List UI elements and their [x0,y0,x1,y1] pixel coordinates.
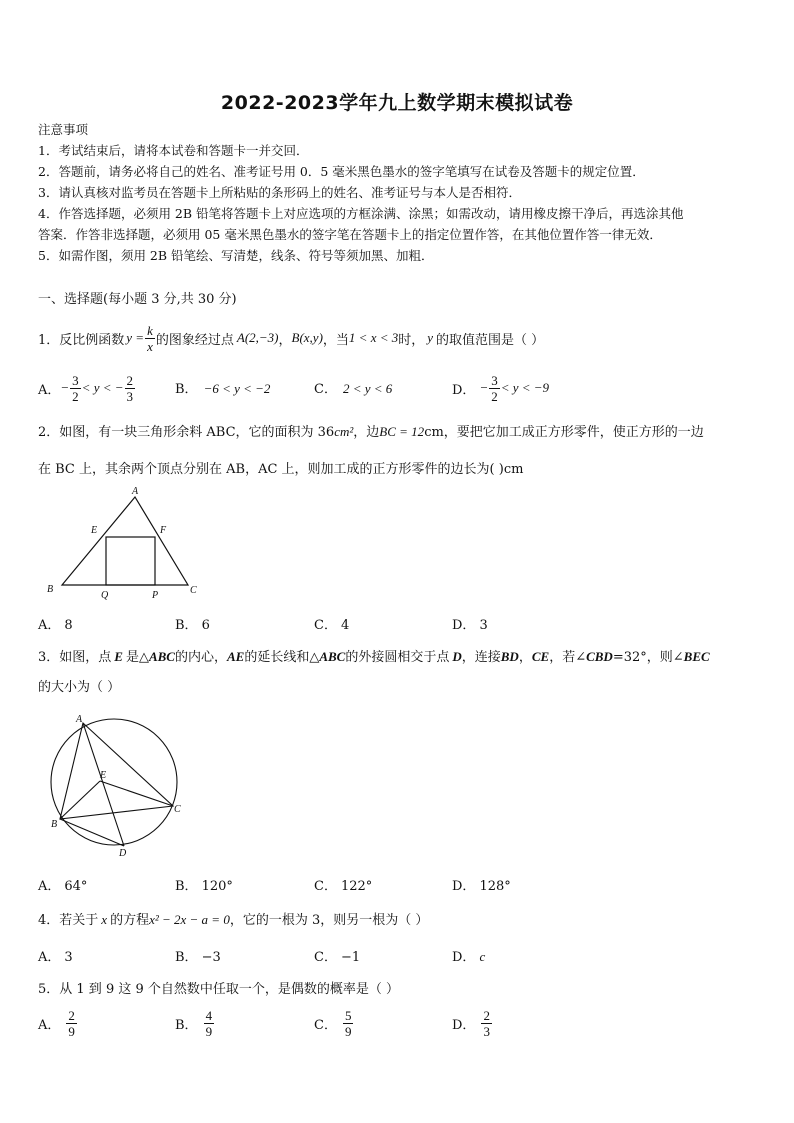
q1-text: ，当 [322,332,349,348]
question-2-line-2: 在 BC 上，其余两个顶点分别在 AB，AC 上，则加工成的正方形零件的边长为( )cm [38,462,524,477]
fraction-numerator: 2 [126,372,134,388]
fraction-numerator: 4 [205,1007,213,1023]
label-d: D [119,848,127,859]
notice-item: 5．如需作图，须用 2B 铅笔绘、写清楚，线条、符号等须加黑、加粗． [38,248,434,263]
segment-bd [60,819,124,846]
q1-option-b[interactable] [175,378,270,397]
q2-option-c[interactable] [314,614,349,633]
label-e: E [91,525,98,536]
option-label: C． [314,382,337,397]
q4-equation: x² − 2x − a = 0 [149,912,230,927]
q2-text: 2．如图，有一块三角形余料 ABC，它的面积为 36 [38,425,335,440]
option-label: A． [38,879,61,894]
option-fraction [70,374,81,403]
option-value: 64° [64,879,88,894]
option-inequality: < y < −9 [500,380,550,395]
triangle-abc [60,723,173,819]
q3-text: 的延长线和△ [244,650,320,665]
q5-option-b[interactable] [175,1002,215,1044]
label-c: C [174,804,181,815]
q2-option-b[interactable] [175,614,210,633]
option-value: −6 < y < −2 [203,381,271,396]
q4-option-c[interactable] [314,946,360,965]
fraction-denominator: x [147,338,153,354]
q3-text: 3．如图，点 [38,650,112,665]
q5-option-a[interactable] [38,1002,78,1044]
option-fraction [489,374,500,403]
option-value: 6 [201,618,210,633]
option-value: 128° [479,879,511,894]
label-p: P [152,590,159,601]
q1-option-c[interactable] [314,378,392,397]
option-value: c [479,949,486,964]
q3-circle-figure [40,710,200,865]
option-value: 3 [64,950,73,965]
segment-be [60,781,100,819]
label-e: E [100,770,107,781]
option-label: D． [452,382,476,398]
q3-text: 的内心， [174,650,227,665]
q3-point-d: D [452,649,462,664]
question-1 [38,318,544,358]
q3-segment-ce: CE [531,649,550,664]
option-label: B． [175,618,198,633]
q3-text: =32°，则∠ [612,650,684,665]
option-label: A． [38,618,61,633]
q3-segment-ae: AE [226,649,245,664]
option-value: 8 [64,618,73,633]
label-a: A [76,714,83,725]
question-2-line-1 [38,421,704,440]
q3-option-a[interactable] [38,875,87,894]
q2-unit: cm² [334,424,354,439]
option-label: B． [175,879,198,894]
label-a: A [132,486,139,497]
page-title: 2022-2023学年九上数学期末模拟试卷 [220,92,574,114]
q3-text: 是△ [125,650,149,665]
fraction-denominator: 2 [491,388,498,404]
question-3-line-2: 的大小为（ ） [38,680,121,695]
fraction-denominator: 9 [68,1023,75,1039]
square-efpq [106,537,155,585]
segment-ce [100,781,173,806]
q2-text: ，边 [353,425,380,440]
notice-heading: 注意事项 [38,122,89,137]
option-label: D． [452,618,476,633]
q2-option-a[interactable] [38,614,73,633]
q3-text: ，连接 [461,650,501,665]
option-label: A． [38,1017,61,1033]
q4-text: 4．若关于 [38,913,99,928]
q3-point-e: E [114,649,123,664]
option-label: D． [452,879,476,894]
minus-sign: − [60,380,70,395]
q3-option-d[interactable] [452,875,511,894]
option-fraction [66,1009,77,1038]
option-label: B． [175,1017,198,1033]
q3-angle-cbd: CBD [586,649,613,664]
q3-option-c[interactable] [314,875,372,894]
q3-triangle-name: ABC [148,649,175,664]
fraction-numerator: 3 [491,372,498,388]
question-3-line-1 [38,646,710,665]
q1-condition: 1 < x < 3 [348,330,399,345]
option-fraction [343,1009,354,1038]
option-fraction [125,374,136,403]
fraction-denominator: 2 [72,388,79,404]
option-label: D． [452,1017,476,1033]
option-value: 4 [340,618,350,633]
notice-item: 答案．作答非选择题，必须用 05 毫米黑色墨水的签字笔在答题卡上的指定位置作答，在其他位置作答一律无效． [38,227,662,242]
q1-variable: y [427,330,434,345]
q3-text: ，若∠ [549,650,587,665]
q4-text: 的方程 [110,913,150,928]
label-c: C [190,585,197,596]
q4-text: ，它的一根为 3，则另一根为（ ） [229,913,429,928]
q1-option-d[interactable] [452,368,549,408]
q4-option-b[interactable] [175,946,221,965]
q1-function-fraction [145,324,155,353]
circumscribed-circle [51,719,177,845]
option-label: C． [314,879,337,894]
label-f: F [160,525,167,536]
q5-option-d[interactable] [452,1002,493,1044]
q1-text: 1．反比例函数 [38,332,125,348]
q2-bc-length: BC = 12 [379,424,425,439]
q4-option-a[interactable] [38,946,73,965]
option-label: A． [38,382,61,398]
notice-item: 4．作答选择题，必须用 2B 铅笔将答题卡上对应选项的方框涂满、涂黑；如需改动，请用橡皮擦干净后，再选涂其他 [38,206,684,221]
fraction-numerator: k [147,322,153,338]
q1-option-a[interactable] [38,368,136,408]
option-label: A． [38,950,61,965]
q2-text: cm，要把它加工成正方形零件，使正方形的一边 [424,425,704,440]
notice-item: 3．请认真核对监考员在答题卡上所粘贴的条形码上的姓名、准考证号与本人是否相符． [38,185,521,200]
fraction-numerator: 2 [68,1007,75,1023]
option-label: C． [314,618,337,633]
q3-triangle-name: ABC [319,649,346,664]
option-fraction [204,1009,215,1038]
fraction-numerator: 2 [483,1007,490,1023]
fraction-denominator: 9 [205,1023,213,1039]
q3-angle-bec: BEC [683,649,710,664]
q2-triangle-figure [40,480,210,605]
fraction-denominator: 3 [126,388,134,404]
q1-function: y = [126,330,145,345]
notice-item: 1．考试结束后，请将本试卷和答题卡一并交回． [38,143,309,158]
question-5: 5．从 1 到 9 这 9 个自然数中任取一个，是偶数的概率是（ ） [38,982,400,997]
option-value: 3 [479,618,488,633]
option-value: 122° [340,879,373,894]
label-b: B [47,584,54,595]
fraction-denominator: 3 [483,1023,490,1039]
q1-separator: ， [278,332,292,348]
triangle-abc [62,497,188,585]
option-label: B． [175,950,198,965]
option-label: C． [314,950,337,965]
q3-text: 的外接圆相交于点 [345,650,450,665]
q4-option-d[interactable] [452,946,485,965]
label-b: B [51,819,58,830]
option-value: 2 < y < 6 [342,381,393,396]
q1-text: 的图象经过点 [155,332,234,348]
q1-text: 的取值范围是（ ） [436,332,545,348]
q3-option-b[interactable] [175,875,233,894]
q1-point-a: A(2,−3) [236,330,279,345]
q4-variable: x [101,912,108,927]
q2-option-d[interactable] [452,614,488,633]
option-label: C． [314,1017,337,1033]
option-value: 120° [201,879,233,894]
section-heading: 一、选择题(每小题 3 分,共 30 分) [38,292,237,307]
minus-sign: − [479,380,489,395]
option-fraction [481,1009,492,1038]
fraction-numerator: 3 [72,372,79,388]
notice-item: 2．答题前，请务必将自己的姓名、准考证号用 0．5 毫米黑色墨水的签字笔填写在试卷及答题卡的规定位置． [38,164,645,179]
q1-point-b: B(x,y) [291,330,323,345]
q3-text: ， [518,650,532,665]
fraction-numerator: 5 [344,1007,352,1023]
q1-text: 时， [398,332,425,348]
option-label: B． [175,382,198,397]
option-value: −1 [340,950,361,965]
q3-segment-bd: BD [500,649,519,664]
label-q: Q [101,590,109,601]
q5-option-c[interactable] [314,1002,354,1044]
option-value: −3 [201,950,221,965]
question-4 [38,909,428,928]
option-label: D． [452,950,476,965]
fraction-denominator: 9 [344,1023,352,1039]
option-inequality: < y < − [81,380,124,395]
